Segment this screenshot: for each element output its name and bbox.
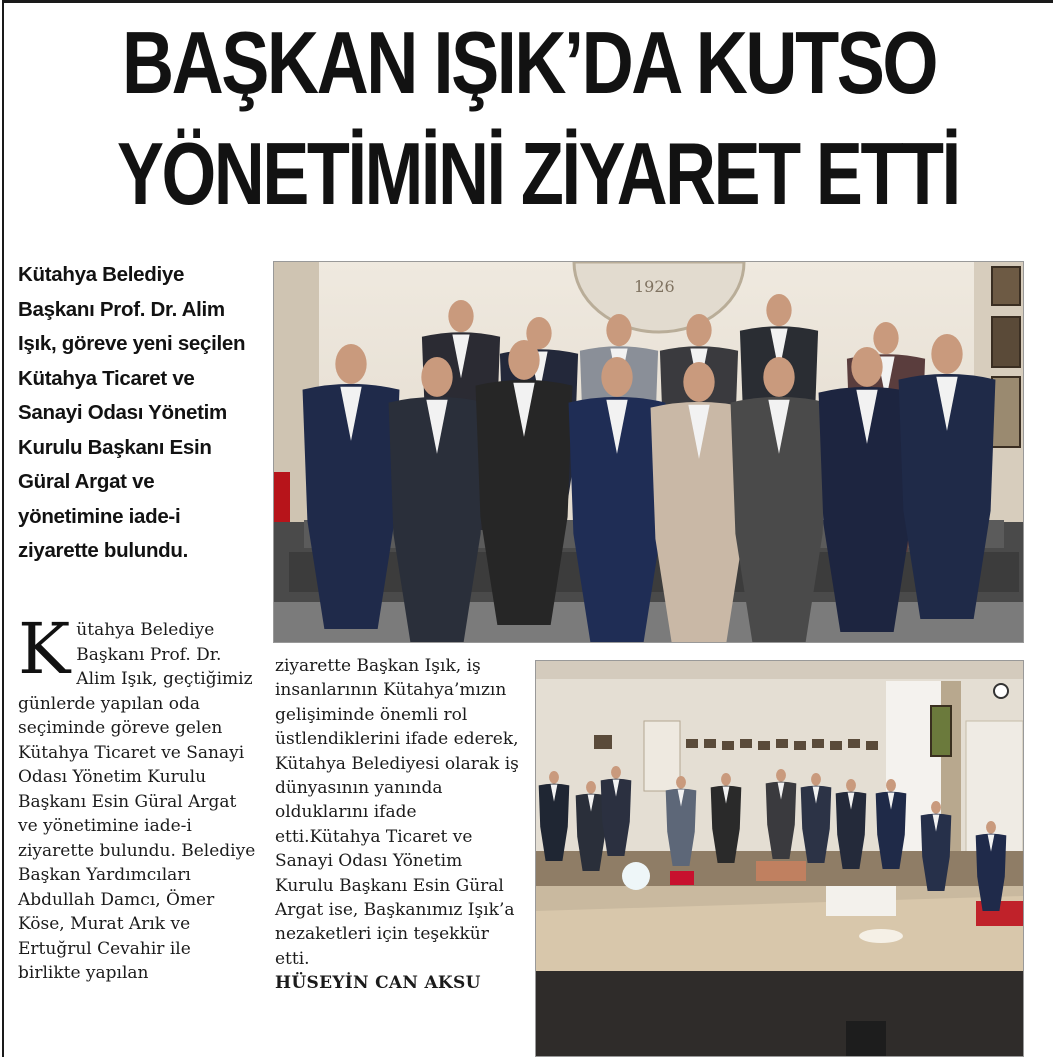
headline-line-1: BAŞKAN IŞIK’DA KUTSO (121, 13, 937, 112)
left-rule (2, 0, 4, 1057)
body-column-2-text: ziyarette Başkan Işık, iş insanlarının Kütahya’mızın gelişiminde önemli rol üstlendiklerini ifade ederek, Kütahya Belediyesi olarak iş dünyasının yanında olduklarını ifade etti.Kütahya Ticaret ve Sanayi Odası Yönetim Kurulu Başkanı Esin Güral Argat ise, Başkanımız Işık’a nezaketleri için teşekkür etti. (275, 656, 519, 969)
body-column-1-text: ütahya Belediye Başkanı Prof. Dr. Alim Işık, geçtiğimiz günlerde yapılan oda seçiminde göreve gelen Kütahya Ticaret ve Sanayi Odası Yönetim Kurulu Başkanı Esin Güral Argat ve yönetimine iade-i ziyarette bulundu. Belediye Başkan Yardımcıları Abdullah Damcı, Ömer Köse, Murat Arık ve Ertuğrul Cevahir ile birlikte yapılan (18, 620, 256, 983)
drop-cap: K (18, 608, 71, 690)
lead-paragraph: Kütahya Belediye Başkanı Prof. Dr. Alim Işık, göreve yeni seçilen Kütahya Ticaret ve Sanayi Odası Yönetim Kurulu Başkanı Esin Güral Argat ve yönetimine iade-i ziyarette bulundu. (18, 263, 246, 562)
group-photo (273, 261, 1024, 643)
top-rule (2, 0, 1053, 3)
body-column-1 (18, 608, 258, 986)
byline: HÜSEYİN CAN AKSU (275, 973, 481, 994)
body-column-2 (275, 654, 525, 996)
emblem-year: 1926 (634, 277, 675, 296)
headline (14, 8, 1044, 230)
meeting-photo (535, 660, 1024, 1057)
headline-line-2: YÖNETİMİNİ ZİYARET ETTİ (117, 124, 959, 223)
